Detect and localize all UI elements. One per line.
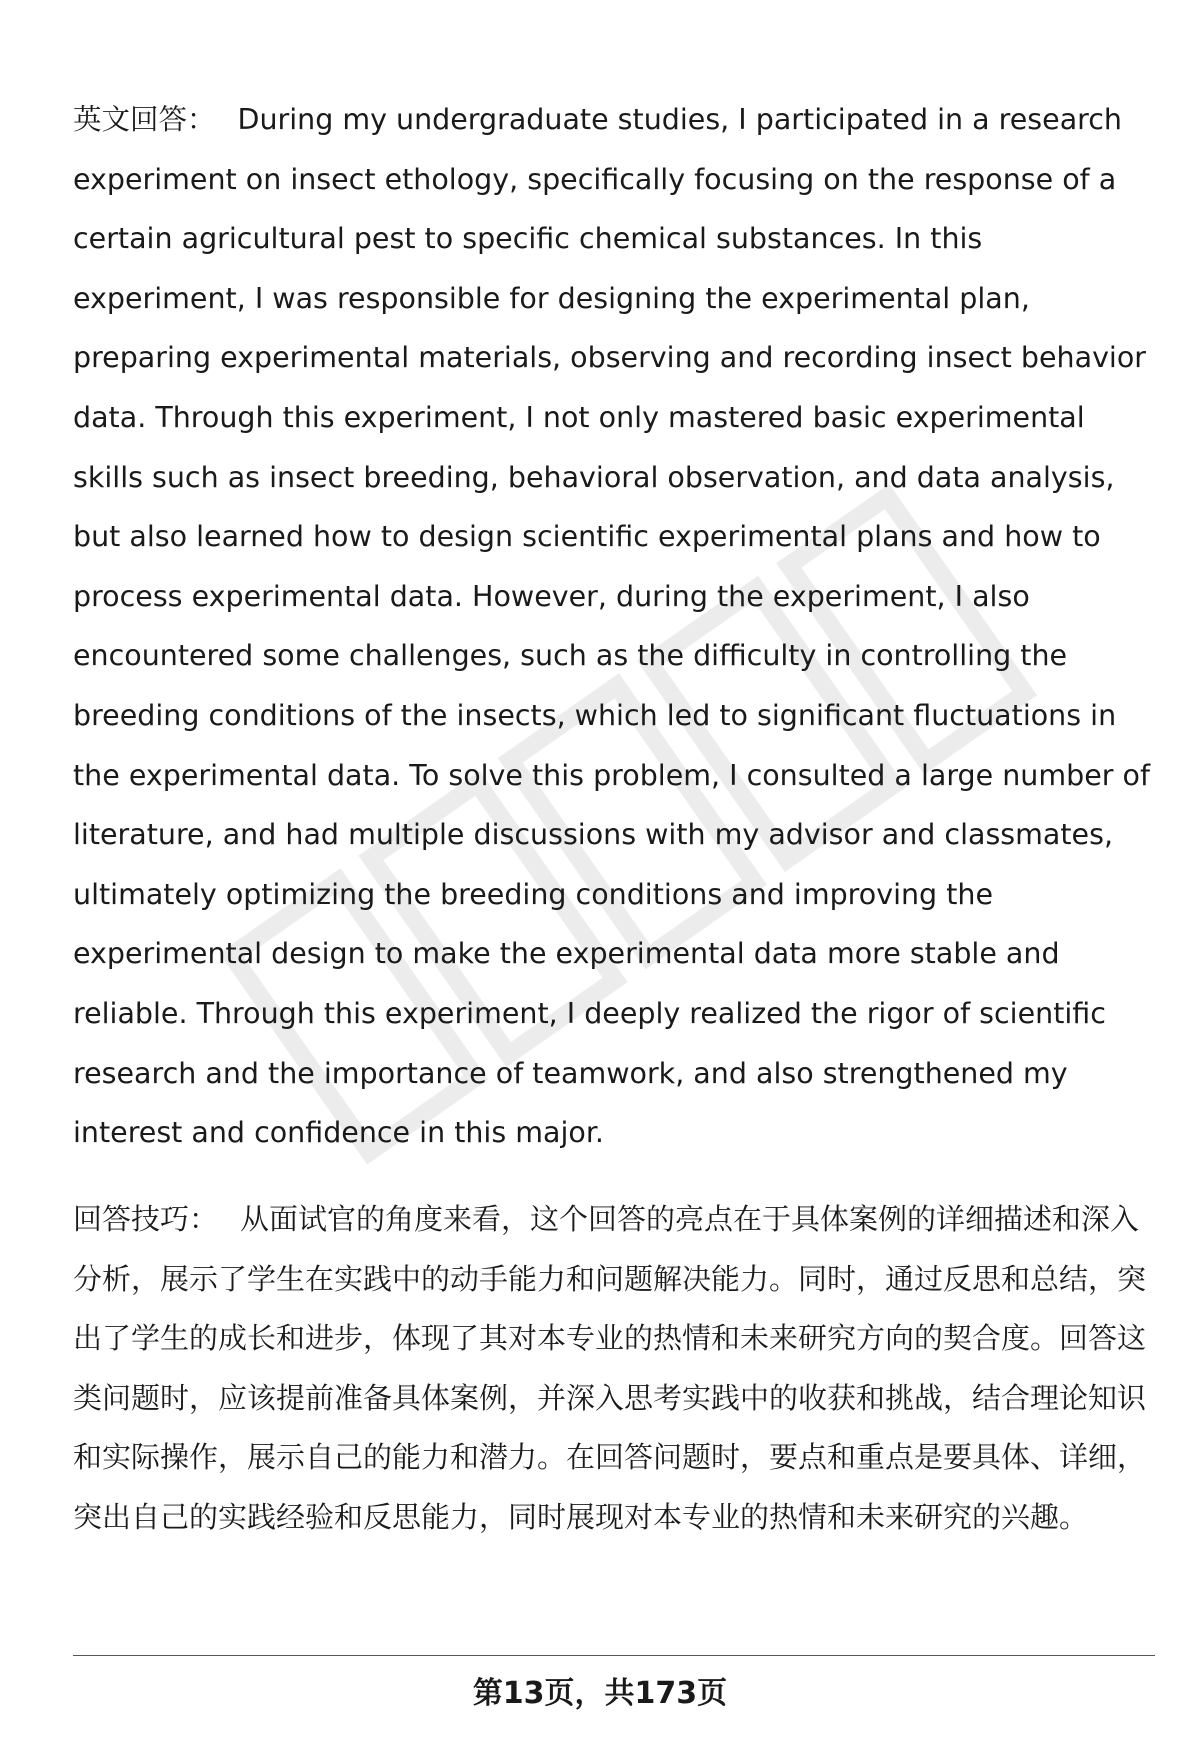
english-answer-paragraph xyxy=(73,90,1153,1163)
page-indicator: 第13页，共173页 xyxy=(472,1676,728,1711)
footer-divider xyxy=(73,1655,1155,1656)
english-answer-label: 英文回答： xyxy=(73,103,216,136)
answer-tips-text: 从面试官的角度来看，这个回答的亮点在于具体案例的详细描述和深入分析，展示了学生在实践中的动手能力和问题解决能力。同时，通过反思和总结，突出了学生的成长和进步，体现了其对本专业的热情和未来研究方向的契合度。回答这类问题时，应该提前准备具体案例，并深入思考实践中的收获和挑战，结合理论知识和实际操作，展示自己的能力和潜力。在回答问题时，要点和重点是要具体、详细，突出自己的实践经验和反思能力，同时展现对本专业的热情和未来研究的兴趣。 xyxy=(73,1202,1147,1534)
english-answer-text: During my undergraduate studies, I participated in a research experiment on insect ethology, specifically focusing on the response of a certain agricultural pest to specific chemical substances. In this experiment, I was responsible for designing the experimental plan, preparing experimental materials, observing and recording insect behavior data. Through this experiment, I not only mastered basic experimental skills such as insect breeding, behavioral observation, and data analysis, but also learned how to design scientific experimental plans and how to process experimental data. However, during the experiment, I also encountered some challenges, such as the difficulty in controlling the breeding conditions of the insects, which led to significant fluctuations in the experimental data. To solve this problem, I consulted a large number of literature, and had multiple discussions with my advisor and classmates, ultimately optimizing the breeding conditions and improving the experimental design to make the experimental data more stable and reliable. Through this experiment, I deeply realized the rigor of scientific research and the importance of teamwork, and also strengthened my interest and confidence in this major. xyxy=(73,103,1151,1150)
answer-tips-label: 回答技巧： xyxy=(73,1202,219,1236)
answer-tips-paragraph xyxy=(73,1190,1153,1547)
